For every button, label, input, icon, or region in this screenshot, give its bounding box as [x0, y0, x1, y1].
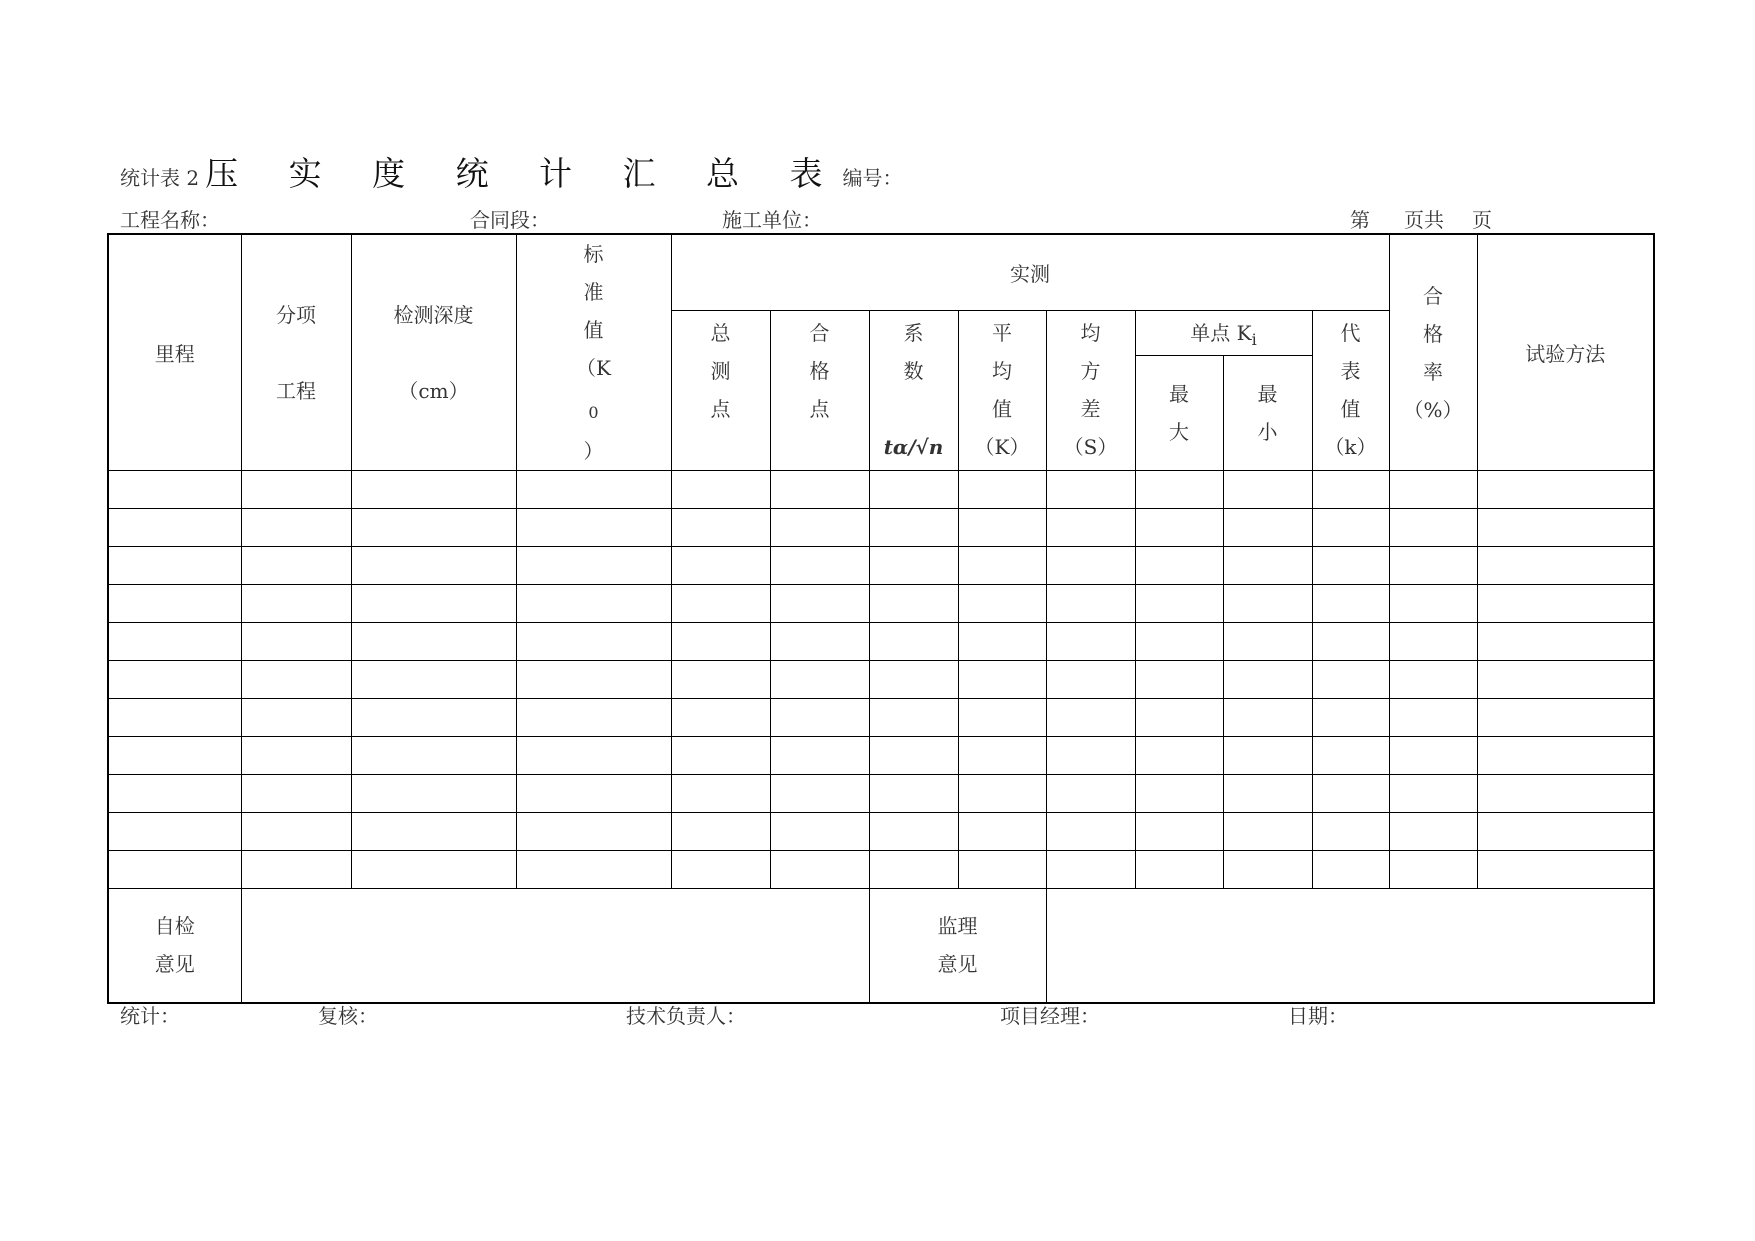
table-cell[interactable]: [1135, 547, 1223, 585]
self-check-content[interactable]: [241, 889, 869, 1003]
table-cell[interactable]: [108, 547, 241, 585]
table-cell[interactable]: [351, 851, 516, 889]
review-label: 复核：: [318, 1004, 378, 1028]
supervision-label: 监理 意见: [869, 889, 1046, 1003]
table-cell[interactable]: [671, 471, 770, 509]
table-cell[interactable]: [1389, 775, 1477, 813]
table-cell[interactable]: [1477, 509, 1654, 547]
table-cell[interactable]: [1477, 813, 1654, 851]
table-cell[interactable]: [1135, 509, 1223, 547]
table-cell[interactable]: [1477, 699, 1654, 737]
title-line: [120, 148, 903, 192]
table-cell[interactable]: [241, 661, 351, 699]
table-cell[interactable]: [958, 471, 1046, 509]
table-cell[interactable]: [1223, 623, 1312, 661]
table-cell[interactable]: [516, 851, 671, 889]
table-cell[interactable]: [770, 699, 869, 737]
table-cell[interactable]: [1312, 775, 1389, 813]
project-name-label: 工程名称：: [120, 208, 220, 232]
std-dev-header: 均 方 差 （S）: [1046, 310, 1135, 471]
table-cell[interactable]: [869, 851, 958, 889]
table-cell[interactable]: [516, 775, 671, 813]
table-cell[interactable]: [241, 851, 351, 889]
coefficient-header: 系 数 tα/√n: [869, 310, 958, 471]
self-check-label: 自检 意见: [108, 889, 241, 1003]
table-cell[interactable]: [108, 471, 241, 509]
table-cell[interactable]: [516, 661, 671, 699]
table-cell[interactable]: [1312, 813, 1389, 851]
table-cell[interactable]: [1477, 471, 1654, 509]
table-cell[interactable]: [869, 471, 958, 509]
sub-item-header: 分项 工程: [241, 234, 351, 471]
table-cell[interactable]: [770, 813, 869, 851]
table-cell[interactable]: [1135, 471, 1223, 509]
table-cell[interactable]: [1135, 775, 1223, 813]
depth-header: 检测深度 （cm）: [351, 234, 516, 471]
table-cell[interactable]: [770, 585, 869, 623]
table-cell[interactable]: [1046, 547, 1135, 585]
table-cell[interactable]: [516, 623, 671, 661]
table-cell[interactable]: [1477, 547, 1654, 585]
total-points-header: 总 测 点: [671, 310, 770, 471]
table-cell[interactable]: [1046, 585, 1135, 623]
opinion-row: [108, 889, 1654, 1003]
page-ye-gong-label: 页共: [1404, 208, 1444, 232]
supervision-content[interactable]: [1046, 889, 1654, 1003]
table-cell[interactable]: [516, 813, 671, 851]
date-label: 日期：: [1288, 1004, 1348, 1028]
table-cell[interactable]: [770, 775, 869, 813]
table-cell[interactable]: [108, 737, 241, 775]
table-cell[interactable]: [1477, 623, 1654, 661]
header-row-1: [108, 234, 1654, 310]
pass-points-header: 合 格 点: [770, 310, 869, 471]
table-cell[interactable]: [1223, 661, 1312, 699]
table-cell[interactable]: [1389, 813, 1477, 851]
table-cell[interactable]: [351, 547, 516, 585]
table-cell[interactable]: [1135, 661, 1223, 699]
table-cell[interactable]: [351, 661, 516, 699]
page-ye-label: 页: [1472, 208, 1492, 232]
table-cell[interactable]: [869, 585, 958, 623]
table-cell[interactable]: [1312, 623, 1389, 661]
table-row: [108, 737, 1654, 775]
pm-label: 项目经理：: [1000, 1004, 1100, 1028]
table-cell[interactable]: [869, 661, 958, 699]
table-cell[interactable]: [1135, 737, 1223, 775]
table-cell[interactable]: [958, 813, 1046, 851]
table-cell[interactable]: [108, 699, 241, 737]
table-cell[interactable]: [770, 737, 869, 775]
table-cell[interactable]: [1389, 471, 1477, 509]
table-cell[interactable]: [1046, 699, 1135, 737]
contractor-label: 施工单位：: [722, 208, 822, 232]
table-cell[interactable]: [770, 547, 869, 585]
table-cell[interactable]: [1389, 661, 1477, 699]
table-cell[interactable]: [869, 623, 958, 661]
table-cell[interactable]: [241, 509, 351, 547]
table-cell[interactable]: [671, 775, 770, 813]
representative-header: 代 表 值 （k）: [1312, 310, 1389, 471]
table-cell[interactable]: [516, 737, 671, 775]
table-cell[interactable]: [108, 851, 241, 889]
table-cell[interactable]: [516, 699, 671, 737]
table-cell[interactable]: [958, 775, 1046, 813]
table-cell[interactable]: [869, 813, 958, 851]
form-title: 压 实 度 统 计 汇 总 表: [205, 154, 843, 193]
table-cell[interactable]: [1477, 661, 1654, 699]
table-cell[interactable]: [241, 585, 351, 623]
table-row: [108, 661, 1654, 699]
stats-label: 统计：: [120, 1004, 180, 1028]
table-cell[interactable]: [516, 547, 671, 585]
table-cell[interactable]: [351, 585, 516, 623]
table-row: [108, 471, 1654, 509]
table-row: [108, 623, 1654, 661]
table-cell[interactable]: [1046, 623, 1135, 661]
table-cell[interactable]: [1223, 851, 1312, 889]
average-header: 平 均 值 （K）: [958, 310, 1046, 471]
table-cell[interactable]: [1389, 585, 1477, 623]
table-cell[interactable]: [770, 471, 869, 509]
table-cell[interactable]: [108, 623, 241, 661]
table-cell[interactable]: [1046, 851, 1135, 889]
measured-header: 实测: [671, 234, 1389, 310]
table-row: [108, 509, 1654, 547]
table-cell[interactable]: [770, 509, 869, 547]
table-row: [108, 851, 1654, 889]
table-row: [108, 699, 1654, 737]
table-cell[interactable]: [1477, 851, 1654, 889]
table-cell[interactable]: [241, 737, 351, 775]
table-row: [108, 775, 1654, 813]
table-cell[interactable]: [241, 623, 351, 661]
table-cell[interactable]: [1389, 509, 1477, 547]
table-cell[interactable]: [241, 471, 351, 509]
coefficient-formula: tα/√n: [883, 435, 944, 460]
table-cell[interactable]: [241, 699, 351, 737]
table-cell[interactable]: [1312, 737, 1389, 775]
table-cell[interactable]: [671, 813, 770, 851]
table-cell[interactable]: [1046, 775, 1135, 813]
table-cell[interactable]: [869, 547, 958, 585]
table-cell[interactable]: [351, 775, 516, 813]
table-cell[interactable]: [1223, 509, 1312, 547]
table-cell[interactable]: [351, 737, 516, 775]
table-cell[interactable]: [869, 737, 958, 775]
table-cell[interactable]: [1046, 737, 1135, 775]
page-di-label: 第: [1350, 208, 1370, 232]
table-cell[interactable]: [1135, 585, 1223, 623]
table-cell[interactable]: [351, 509, 516, 547]
table-cell[interactable]: [351, 813, 516, 851]
table-row: [108, 585, 1654, 623]
table-cell[interactable]: [1477, 585, 1654, 623]
table-cell[interactable]: [958, 737, 1046, 775]
table-cell[interactable]: [1312, 509, 1389, 547]
table-cell[interactable]: [1223, 585, 1312, 623]
table-cell[interactable]: [1389, 737, 1477, 775]
min-header: 最 小: [1223, 356, 1312, 471]
table-cell[interactable]: [1312, 471, 1389, 509]
table-cell[interactable]: [516, 471, 671, 509]
standard-value-header: 标 准 值 （K $_0$ ）: [516, 234, 671, 471]
table-cell[interactable]: [1389, 547, 1477, 585]
table-cell[interactable]: [1046, 509, 1135, 547]
table-cell[interactable]: [958, 623, 1046, 661]
table-cell[interactable]: [1223, 471, 1312, 509]
table-cell[interactable]: [1223, 813, 1312, 851]
table-cell[interactable]: [671, 661, 770, 699]
table-cell[interactable]: [1312, 699, 1389, 737]
code-label: 编号：: [842, 166, 903, 190]
table-cell[interactable]: [516, 585, 671, 623]
table-cell[interactable]: [1046, 813, 1135, 851]
table-cell[interactable]: [241, 775, 351, 813]
table-cell[interactable]: [1223, 699, 1312, 737]
table-cell[interactable]: [958, 661, 1046, 699]
table-cell[interactable]: [1389, 851, 1477, 889]
table-cell[interactable]: [1135, 623, 1223, 661]
table-cell[interactable]: [1135, 813, 1223, 851]
table-cell[interactable]: [1135, 699, 1223, 737]
max-header: 最 大: [1135, 356, 1223, 471]
table-cell[interactable]: [671, 547, 770, 585]
table-cell[interactable]: [869, 699, 958, 737]
table-cell[interactable]: [958, 851, 1046, 889]
table-cell[interactable]: [1312, 851, 1389, 889]
form-prefix: 统计表 2: [120, 166, 200, 190]
table-cell[interactable]: [1312, 547, 1389, 585]
table-cell[interactable]: [869, 509, 958, 547]
table-cell[interactable]: [1477, 775, 1654, 813]
table-cell[interactable]: [1223, 775, 1312, 813]
table-row: [108, 547, 1654, 585]
table-cell[interactable]: [770, 851, 869, 889]
table-cell[interactable]: [516, 509, 671, 547]
table-cell[interactable]: [351, 699, 516, 737]
table-cell[interactable]: [241, 813, 351, 851]
table-cell[interactable]: [108, 585, 241, 623]
table-cell[interactable]: [108, 775, 241, 813]
pass-rate-header: 合 格 率 （%）: [1389, 234, 1477, 471]
table-cell[interactable]: [671, 737, 770, 775]
table-cell[interactable]: [958, 509, 1046, 547]
table-cell[interactable]: [108, 813, 241, 851]
test-method-header: 试验方法: [1477, 234, 1654, 471]
mileage-header: 里程: [108, 234, 241, 471]
table-cell[interactable]: [1135, 851, 1223, 889]
compaction-stats-table: [107, 233, 1655, 1004]
table-cell[interactable]: [671, 851, 770, 889]
table-row: [108, 813, 1654, 851]
table-cell[interactable]: [241, 547, 351, 585]
table-cell[interactable]: [1046, 471, 1135, 509]
table-cell[interactable]: [1477, 737, 1654, 775]
contract-label: 合同段：: [470, 208, 550, 232]
table-cell[interactable]: [958, 547, 1046, 585]
data-rows: [108, 471, 1654, 889]
table-cell[interactable]: [869, 775, 958, 813]
table-cell[interactable]: [1223, 547, 1312, 585]
table-cell[interactable]: [671, 585, 770, 623]
table-cell[interactable]: [1312, 661, 1389, 699]
single-point-header: 单点 $K_i$: [1135, 310, 1312, 356]
table-cell[interactable]: [1389, 623, 1477, 661]
table-cell[interactable]: [1223, 737, 1312, 775]
table-cell[interactable]: [671, 699, 770, 737]
table-cell[interactable]: [1046, 661, 1135, 699]
tech-lead-label: 技术负责人：: [626, 1004, 746, 1028]
table-cell[interactable]: [108, 509, 241, 547]
table-cell[interactable]: [770, 623, 869, 661]
table-cell[interactable]: [108, 661, 241, 699]
table-cell[interactable]: [351, 623, 516, 661]
table-cell[interactable]: [1312, 585, 1389, 623]
table-cell[interactable]: [671, 509, 770, 547]
table-cell[interactable]: [958, 699, 1046, 737]
table-cell[interactable]: [671, 623, 770, 661]
table-cell[interactable]: [770, 661, 869, 699]
table-cell[interactable]: [958, 585, 1046, 623]
table-cell[interactable]: [351, 471, 516, 509]
table-cell[interactable]: [1389, 699, 1477, 737]
